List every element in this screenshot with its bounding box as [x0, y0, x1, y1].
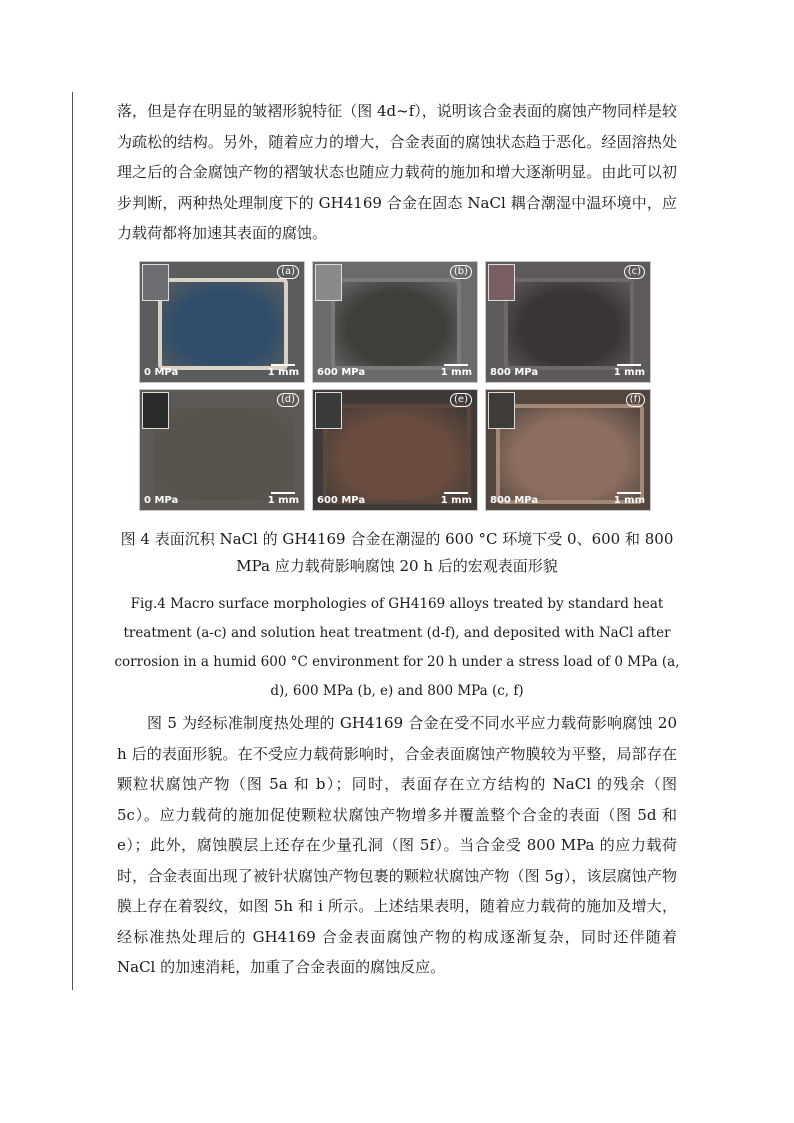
inset-image [142, 392, 169, 429]
sample-surface [504, 278, 634, 370]
figure-panel-b [312, 261, 478, 383]
body-paragraph-2: 图 5 为经标准制度热处理的 GH4169 合金在受不同水平应力载荷影响腐蚀 20 h 后的表面形貌。在不受应力载荷影响时，合金表面腐蚀产物膜较为平整，局部存在颗粒状腐蚀产物（图 5a 和 b）；同时，表面存在立方结构的 NaCl 的残余（图 5c）。应力载荷的施加促使颗粒状腐蚀产物增多并覆盖整个合金的表面（图 5d 和 e）；此外，腐蚀膜层上还存在少量孔洞（图 5f）。当合金受 800 MPa 的应力载荷时，合金表面出现了被针状腐蚀产物包裹的颗粒状腐蚀产物（图 5g），该层腐蚀产物膜上存在着裂纹，如图 5h 和 i 所示。上述结果表明，随着应力载荷的施加及增大，经标准热处理后的 GH4169 合金表面腐蚀产物的构成逐渐复杂，同时还伴随着 NaCl 的加速消耗，加重了合金表面的腐蚀反应。 [117, 714, 677, 976]
figure-panel-a [139, 261, 305, 383]
panel-letter: (a) [277, 265, 299, 279]
sample-surface [150, 404, 298, 504]
scale-bar: 1 mm [441, 364, 472, 378]
panel-letter: (c) [624, 265, 645, 279]
body-paragraph-1: 落，但是存在明显的皱褶形貌特征（图 4d~f），说明该合金表面的腐蚀产物同样是较为疏松的结构。另外，随着应力的增大，合金表面的腐蚀状态趋于恶化。经固溶热处理之后的合金腐蚀产物的褶皱状态也随应力载荷的施加和增大逐渐明显。由此可以初步判断，两种热处理制度下的 GH4169 合金在固态 NaCl 耦合潮湿中温环境中，应力载荷都将加速其表面的腐蚀。 [117, 102, 677, 242]
scale-bar: 1 mm [441, 492, 472, 506]
stress-label: 0 MPa [144, 367, 179, 378]
scale-bar: 1 mm [614, 492, 645, 506]
inset-image [488, 264, 515, 301]
stress-label: 600 MPa [317, 367, 366, 378]
panel-letter: (b) [450, 265, 472, 279]
scale-bar: 1 mm [268, 364, 299, 378]
stress-label: 800 MPa [490, 367, 539, 378]
inset-image [142, 264, 169, 301]
figure-panel-c [485, 261, 651, 383]
figure-panel-d [139, 389, 305, 511]
sample-surface [323, 404, 471, 504]
stress-label: 600 MPa [317, 495, 366, 506]
margin-line [72, 92, 73, 990]
figure-panel-e [312, 389, 478, 511]
inset-image [315, 392, 342, 429]
sample-surface [331, 278, 461, 370]
stress-label: 0 MPa [144, 495, 179, 506]
panel-letter: (f) [626, 393, 645, 407]
scale-bar: 1 mm [268, 492, 299, 506]
sample-surface [158, 278, 288, 370]
inset-image [315, 264, 342, 301]
stress-label: 800 MPa [490, 495, 539, 506]
inset-image [488, 392, 515, 429]
panel-letter: (d) [277, 393, 299, 407]
panel-letter: (e) [450, 393, 472, 407]
figure-panel-f [485, 389, 651, 511]
figure-4 [139, 261, 651, 514]
figure-caption-chinese: 图 4 表面沉积 NaCl 的 GH4169 合金在潮湿的 600 °C 环境下受 0、600 和 800 MPa 应力载荷影响腐蚀 20 h 后的宏观表面形貌 [120, 530, 674, 575]
scale-bar: 1 mm [614, 364, 645, 378]
figure-caption-english: Fig.4 Macro surface morphologies of GH4169 alloys treated by standard heat treatment (a-c) and solution heat treatment (d-f), and deposited with NaCl after corrosion in a humid 600 °C environment for 20 h under a stress load of 0 MPa (a, d), 600 MPa (b, e) and 800 MPa (c, f) [114, 596, 680, 699]
sample-surface [496, 404, 644, 504]
